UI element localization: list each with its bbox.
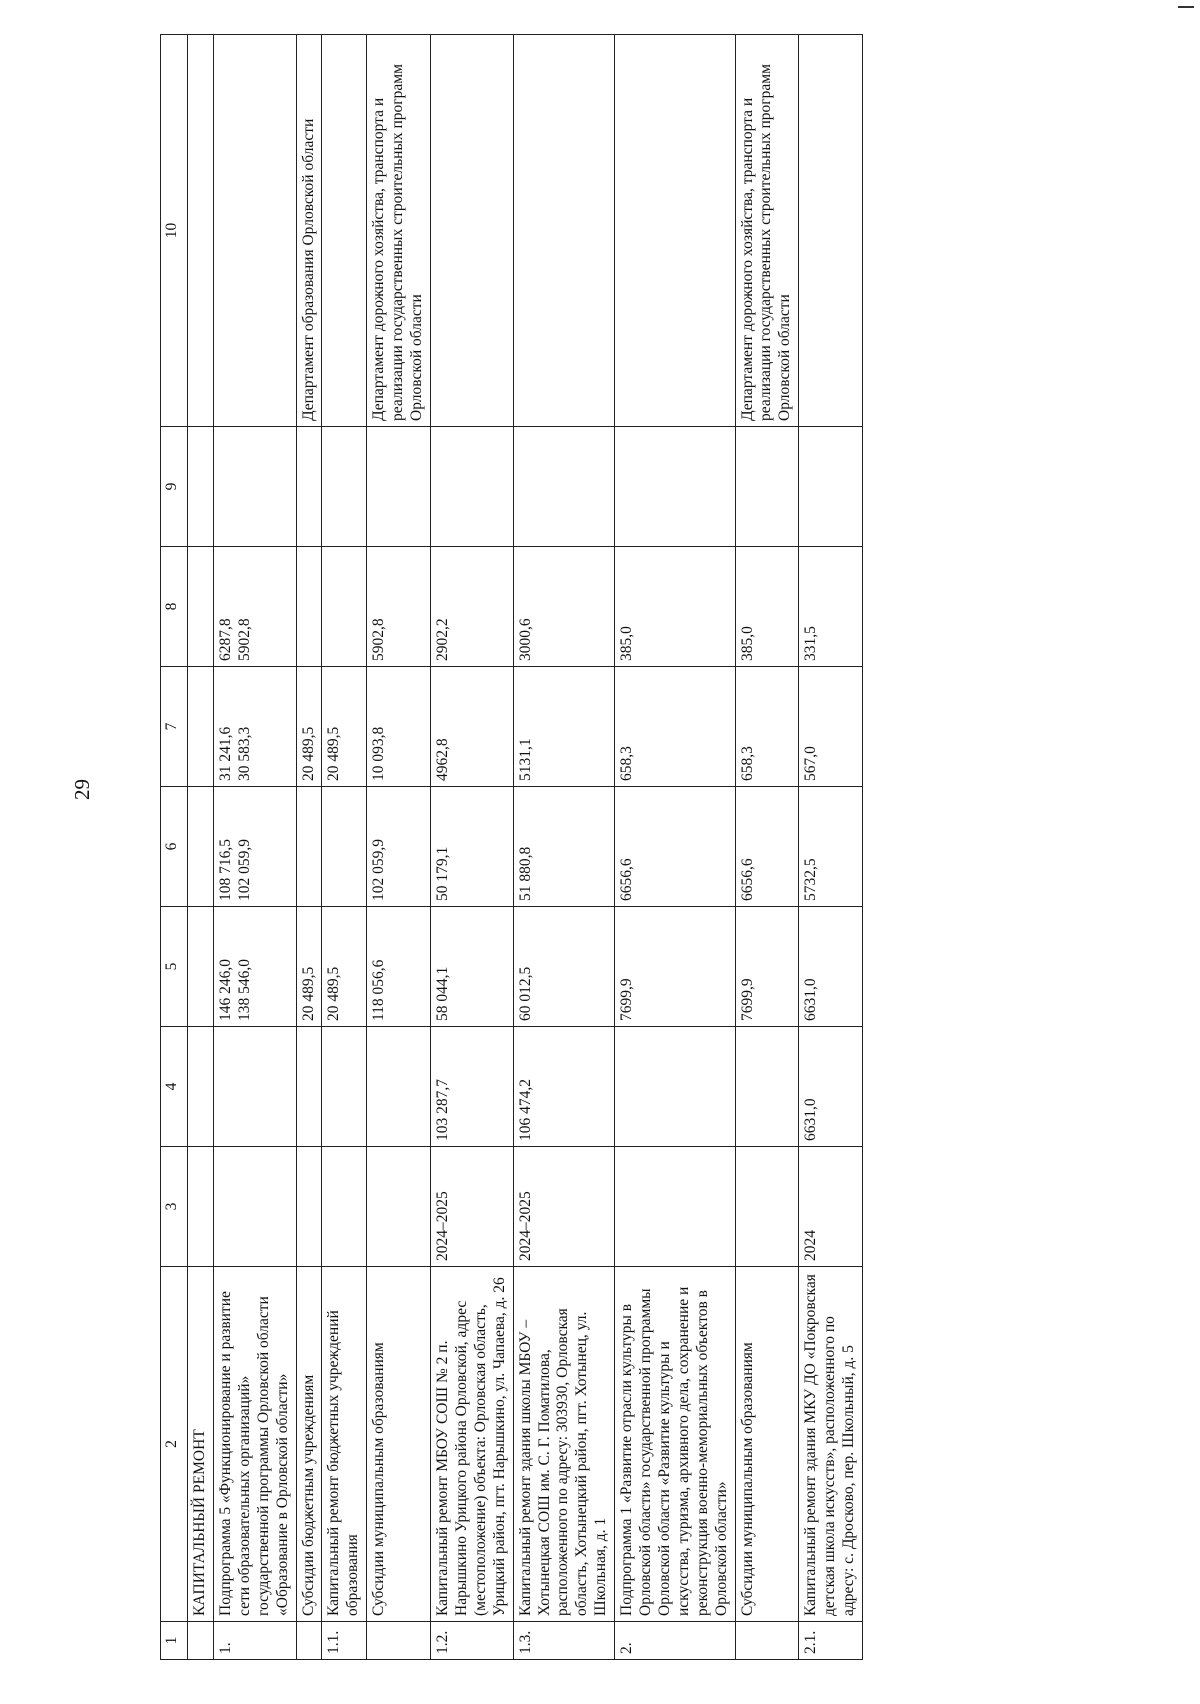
table-row bbox=[296, 35, 322, 1660]
row-col6 bbox=[322, 787, 367, 907]
row-col9 bbox=[322, 427, 367, 547]
row-col5: 20 489,5 bbox=[322, 907, 367, 1027]
header-cell: 6 bbox=[161, 787, 188, 907]
header-row bbox=[161, 35, 188, 1660]
row-col8: 2902,2 bbox=[430, 547, 513, 667]
row-name: Капитальный ремонт здания школы МБОУ – Хотынецкая СОШ им. С. Г. Поматилова, расположенного по адресу: 303930, Орловская область, Хотынецкий район, пгт. Хотынец, ул. Школьная, д. 1 bbox=[513, 1267, 615, 1622]
header-cell: 10 bbox=[161, 35, 188, 427]
row-department: Департамент образования Орловской области bbox=[296, 35, 322, 427]
section-num-cell bbox=[188, 1622, 214, 1660]
row-col6: 6656,6 bbox=[735, 787, 799, 907]
row-cost bbox=[367, 1027, 431, 1147]
row-period bbox=[615, 1147, 735, 1267]
row-period bbox=[296, 1147, 322, 1267]
row-col9 bbox=[430, 427, 513, 547]
row-name: Субсидии муниципальным образованиям bbox=[367, 1267, 431, 1622]
table-row bbox=[735, 35, 799, 1660]
row-col5: 146 246,0 138 546,0 bbox=[213, 907, 296, 1027]
row-col5: 6631,0 bbox=[799, 907, 863, 1027]
row-cost bbox=[322, 1027, 367, 1147]
row-number: 1.3. bbox=[513, 1622, 615, 1660]
header-cell: 9 bbox=[161, 427, 188, 547]
empty-cell bbox=[188, 787, 214, 907]
row-number: 1. bbox=[213, 1622, 296, 1660]
row-col7: 10 093,8 bbox=[367, 667, 431, 787]
row-col6: 50 179,1 bbox=[430, 787, 513, 907]
row-period: 2024–2025 bbox=[513, 1147, 615, 1267]
row-name: Подпрограмма 5 «Функционирование и развитие сети образовательных организаций» государственной программы Орловской области «Образование в Орловской области» bbox=[213, 1267, 296, 1622]
table-row bbox=[322, 35, 367, 1660]
row-cost: 106 474,2 bbox=[513, 1027, 615, 1147]
row-col8: 385,0 bbox=[735, 547, 799, 667]
row-col5: 7699,9 bbox=[615, 907, 735, 1027]
header-cell: 3 bbox=[161, 1147, 188, 1267]
row-col9 bbox=[513, 427, 615, 547]
row-department bbox=[322, 35, 367, 427]
header-cell: 1 bbox=[161, 1622, 188, 1660]
row-number bbox=[296, 1622, 322, 1660]
row-department: Департамент дорожного хозяйства, транспорта и реализации государственных строительных программ Орловской области bbox=[735, 35, 799, 427]
table-row bbox=[367, 35, 431, 1660]
row-name: Субсидии муниципальным образованиям bbox=[735, 1267, 799, 1622]
page-number-text: 29 bbox=[70, 779, 94, 800]
row-cost: 6631,0 bbox=[799, 1027, 863, 1147]
row-number: 1.2. bbox=[430, 1622, 513, 1660]
row-col6: 51 880,8 bbox=[513, 787, 615, 907]
rotated-table-container bbox=[160, 35, 1080, 1660]
row-col8 bbox=[322, 547, 367, 667]
row-period bbox=[322, 1147, 367, 1267]
page-number bbox=[70, 779, 95, 800]
row-col5: 7699,9 bbox=[735, 907, 799, 1027]
edge-tick bbox=[1178, 6, 1194, 8]
header-cell: 8 bbox=[161, 547, 188, 667]
row-name: Капитальный ремонт здания МКУ ДО «Покровская детская школа искусств», расположенного по адресу: с. Дросково, пер. Школьный, д. 5 bbox=[799, 1267, 863, 1622]
table-row bbox=[799, 35, 863, 1660]
row-number bbox=[367, 1622, 431, 1660]
row-department bbox=[615, 35, 735, 427]
row-period bbox=[735, 1147, 799, 1267]
header-cell: 2 bbox=[161, 1267, 188, 1622]
table-row bbox=[513, 35, 615, 1660]
row-department: Департамент дорожного хозяйства, транспорта и реализации государственных строительных программ Орловской области bbox=[367, 35, 431, 427]
row-cost bbox=[735, 1027, 799, 1147]
row-col7: 4962,8 bbox=[430, 667, 513, 787]
row-department bbox=[799, 35, 863, 427]
table-row bbox=[615, 35, 735, 1660]
row-name: Капитальный ремонт МБОУ СОШ № 2 п. Нарышкино Урицкого района Орловской, адрес (местоположение) объекта: Орловская область, Урицкий район, пгт. Нарышкино, ул. Чапаева, д. 26 bbox=[430, 1267, 513, 1622]
row-name: Подпрограмма 1 «Развитие отрасли культуры в Орловской области» государственной программы Орловской области «Развитие культуры и искусства, туризма, архивного дела, сохранение и реконструкция военно-мемориальных объектов в Орловской области» bbox=[615, 1267, 735, 1622]
empty-cell bbox=[188, 1147, 214, 1267]
row-col6: 5732,5 bbox=[799, 787, 863, 907]
row-number: 2. bbox=[615, 1622, 735, 1660]
row-col5: 118 056,6 bbox=[367, 907, 431, 1027]
empty-cell bbox=[188, 427, 214, 547]
header-cell: 4 bbox=[161, 1027, 188, 1147]
row-col6 bbox=[296, 787, 322, 907]
row-col7: 20 489,5 bbox=[296, 667, 322, 787]
empty-cell bbox=[188, 1027, 214, 1147]
row-name: Субсидии бюджетным учреждениям bbox=[296, 1267, 322, 1622]
row-col7: 20 489,5 bbox=[322, 667, 367, 787]
row-cost: 103 287,7 bbox=[430, 1027, 513, 1147]
row-col7: 658,3 bbox=[615, 667, 735, 787]
row-department bbox=[430, 35, 513, 427]
row-cost bbox=[615, 1027, 735, 1147]
row-department bbox=[513, 35, 615, 427]
row-col7: 658,3 bbox=[735, 667, 799, 787]
row-cost bbox=[213, 1027, 296, 1147]
empty-cell bbox=[188, 907, 214, 1027]
row-col9 bbox=[296, 427, 322, 547]
section-title: КАПИТАЛЬНЫЙ РЕМОНТ bbox=[188, 1267, 214, 1622]
header-cell: 5 bbox=[161, 907, 188, 1027]
row-period bbox=[367, 1147, 431, 1267]
row-col7: 567,0 bbox=[799, 667, 863, 787]
row-number: 2.1. bbox=[799, 1622, 863, 1660]
row-number: 1.1. bbox=[322, 1622, 367, 1660]
section-row bbox=[188, 35, 214, 1660]
row-col9 bbox=[735, 427, 799, 547]
row-col9 bbox=[213, 427, 296, 547]
row-col5: 60 012,5 bbox=[513, 907, 615, 1027]
row-col8: 5902,8 bbox=[367, 547, 431, 667]
empty-cell bbox=[188, 35, 214, 427]
row-col9 bbox=[367, 427, 431, 547]
row-period: 2024 bbox=[799, 1147, 863, 1267]
empty-cell bbox=[188, 547, 214, 667]
row-col6: 6656,6 bbox=[615, 787, 735, 907]
row-col6: 102 059,9 bbox=[367, 787, 431, 907]
header-cell: 7 bbox=[161, 667, 188, 787]
row-period: 2024–2025 bbox=[430, 1147, 513, 1267]
table-body bbox=[213, 35, 862, 1660]
row-col9 bbox=[615, 427, 735, 547]
table-row bbox=[430, 35, 513, 1660]
row-col5: 58 044,1 bbox=[430, 907, 513, 1027]
table-row bbox=[213, 35, 296, 1660]
row-number bbox=[735, 1622, 799, 1660]
row-col9 bbox=[799, 427, 863, 547]
row-col8: 331,5 bbox=[799, 547, 863, 667]
row-col6: 108 716,5 102 059,9 bbox=[213, 787, 296, 907]
empty-cell bbox=[188, 667, 214, 787]
row-col8 bbox=[296, 547, 322, 667]
row-department bbox=[213, 35, 296, 427]
budget-table bbox=[160, 34, 863, 1660]
row-col8: 3000,6 bbox=[513, 547, 615, 667]
row-col7: 31 241,6 30 583,3 bbox=[213, 667, 296, 787]
row-period bbox=[213, 1147, 296, 1267]
row-col5: 20 489,5 bbox=[296, 907, 322, 1027]
row-name: Капитальный ремонт бюджетных учреждений образования bbox=[322, 1267, 367, 1622]
row-cost bbox=[296, 1027, 322, 1147]
row-col8: 6287,8 5902,8 bbox=[213, 547, 296, 667]
row-col7: 5131,1 bbox=[513, 667, 615, 787]
row-col8: 385,0 bbox=[615, 547, 735, 667]
